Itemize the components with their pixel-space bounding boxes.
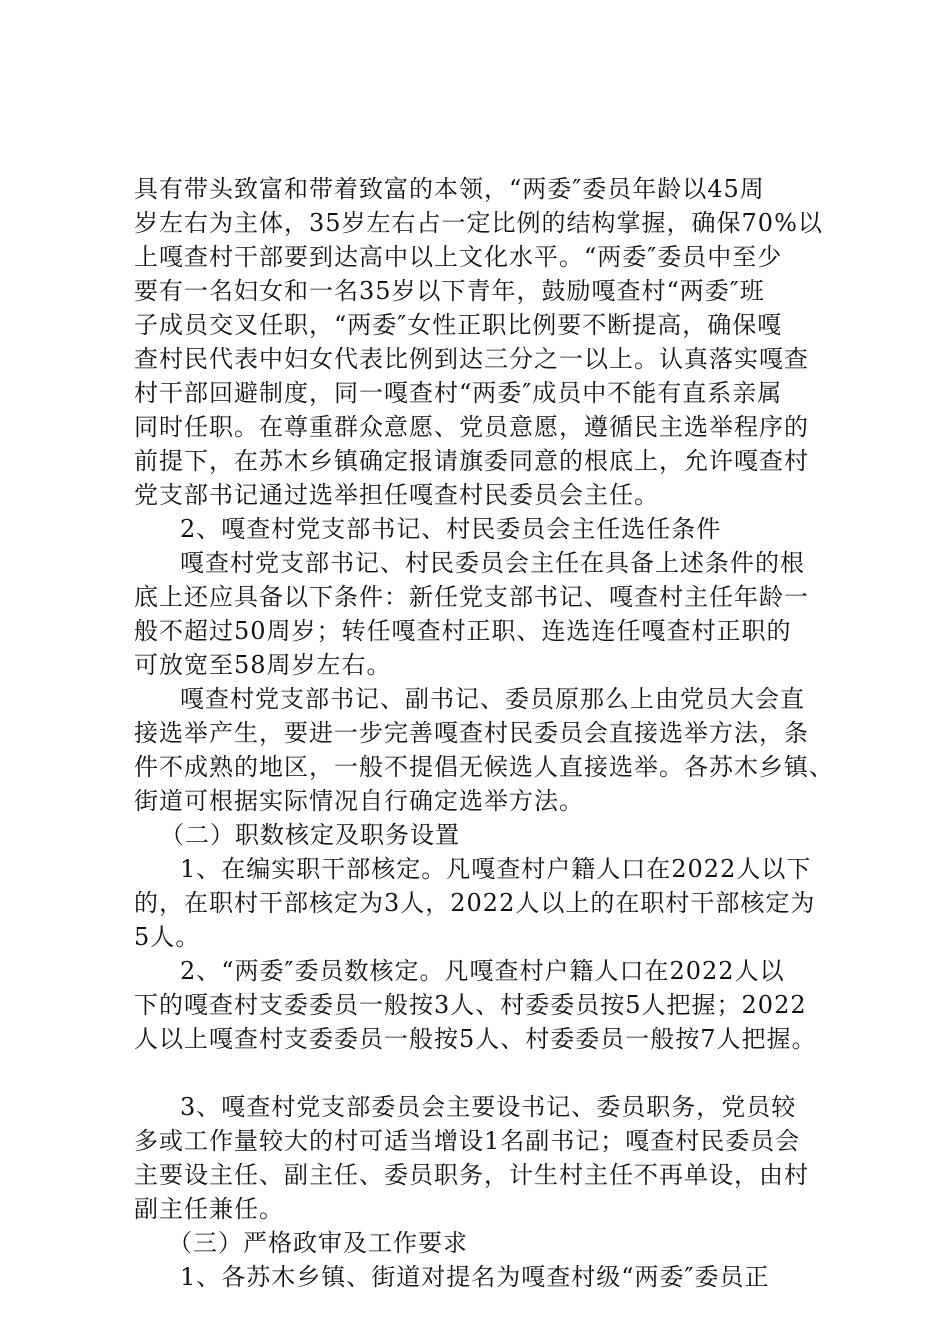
text-line: 副主任兼任。 [134, 1195, 284, 1223]
text-line: 接选举产生，要进一步完善嘎查村民委员会直接选举方法，条 [134, 719, 809, 747]
paragraph-start: 嘎查村党支部书记、村民委员会主任在具备上述条件的根 [180, 549, 805, 577]
text-line: 下的嘎查村支委委员一般按3人、村委委员按5人把握；2022 [134, 991, 807, 1019]
text-line: 子成员交叉任职，“两委″女性正职比例要不断提高，确保嘎 [134, 311, 783, 339]
text-line: 同时任职。在尊重群众意愿、党员意愿，遵循民主选举程序的 [134, 413, 809, 441]
text-line: 上嘎查村干部要到达高中以上文化水平。“两委″委员中至少 [134, 243, 783, 271]
text-line: 般不超过50周岁；转任嘎查村正职、连选连任嘎查村正职的 [134, 617, 792, 645]
section-heading: 2、嘎查村党支部书记、村民委员会主任选任条件 [180, 515, 722, 543]
text-line: 村干部回避制度，同一嘎查村“两委″成员中不能有直系亲属 [134, 379, 783, 407]
text-line: 人以上嘎查村支委委员一般按5人、村委委员一般按7人把握。 [134, 1025, 817, 1053]
section-heading: （三）严格政审及工作要求 [168, 1229, 468, 1257]
text-line: 多或工作量较大的村可适当增设1名副书记；嘎查村民委员会 [134, 1127, 801, 1155]
text-line: 具有带头致富和带着致富的本领，“两委″委员年龄以45周 [134, 175, 765, 203]
text-line: 5人。 [134, 923, 201, 951]
text-line: 查村民代表中妇女代表比例到达三分之一以上。认真落实嘎查 [134, 345, 809, 373]
section-heading: （二）职数核定及职务设置 [160, 821, 460, 849]
text-line: 党支部书记通过选举担任嘎查村民委员会主任。 [134, 481, 659, 509]
paragraph-start: 3、嘎查村党支部委员会主要设书记、委员职务，党员较 [180, 1093, 797, 1121]
text-line: 可放宽至58周岁左右。 [134, 651, 392, 679]
text-line: 主要设主任、副主任、委员职务，计生村主任不再单设，由村 [134, 1161, 809, 1189]
text-line: 岁左右为主体，35岁左右占一定比例的结构掌握，确保70%以 [134, 209, 823, 237]
paragraph-start: 2、“两委″委员数核定。凡嘎查村户籍人口在2022人以 [180, 957, 785, 985]
text-line: 要有一名妇女和一名35岁以下青年，鼓励嘎查村“两委″班 [134, 277, 765, 305]
text-line: 街道可根据实际情况自行确定选举方法。 [134, 787, 584, 815]
paragraph-start: 1、各苏木乡镇、街道对提名为嘎查村级“两委″委员正 [180, 1263, 770, 1291]
text-line: 的，在职村干部核定为3人，2022人以上的在职村干部核定为 [134, 889, 816, 917]
paragraph-start: 1、在编实职干部核定。凡嘎查村户籍人口在2022人以下 [180, 855, 812, 883]
text-line: 前提下，在苏木乡镇确定报请旗委同意的根底上，允许嘎查村 [134, 447, 809, 475]
text-line: 件不成熟的地区，一般不提倡无候选人直接选举。各苏木乡镇、 [134, 753, 834, 781]
text-line: 底上还应具备以下条件：新任党支部书记、嘎查村主任年龄一 [134, 583, 809, 611]
paragraph-start: 嘎查村党支部书记、副书记、委员原那么上由党员大会直 [180, 685, 805, 713]
